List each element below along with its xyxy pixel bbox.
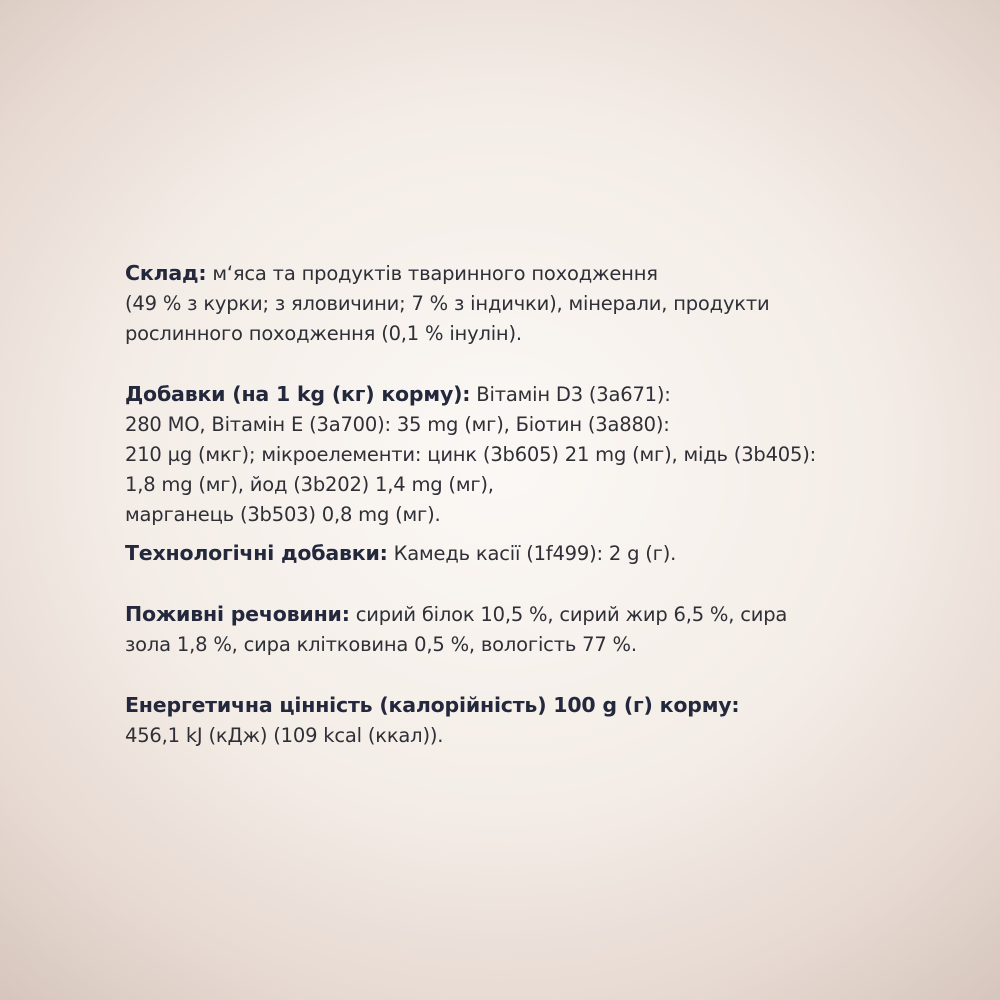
energy-line-2: 456,1 kJ (кДж) (109 kcal (ккал)). — [125, 724, 444, 747]
additives-line-2: 280 МО, Вітамін Е (3а700): 35 mg (мг), Біотин (3а880): — [125, 413, 670, 436]
nutrients-label: Поживні речовини: — [125, 602, 350, 626]
nutrients-line-2: зола 1,8 %, сира клітковина 0,5 %, вологість 77 %. — [125, 633, 637, 656]
tech-additives-paragraph — [125, 538, 925, 569]
additives-text-1: Вітамін D3 (3a671): — [470, 383, 671, 406]
additives-paragraph — [125, 379, 925, 530]
nutrients-text-1: сирий білок 10,5 %, сирий жир 6,5 %, сира — [349, 603, 788, 626]
additives-label: Добавки (на 1 kg (кг) корму): — [125, 382, 471, 406]
tech-additives-text-1: Камедь касії (1f499): 2 g (г). — [387, 542, 677, 565]
additives-line-3: 210 µg (мкг); мікроелементи: цинк (3b605) 21 mg (мг), мідь (3b405): — [125, 443, 816, 466]
composition-line-3: рослинного походження (0,1 % інулін). — [125, 322, 522, 345]
composition-paragraph — [125, 258, 925, 349]
label-text-block — [125, 258, 925, 751]
energy-label: Енергетична цінність (калорійність) 100 g (г) корму: — [125, 693, 740, 717]
additives-line-5: марганець (3b503) 0,8 mg (мг). — [125, 503, 441, 526]
composition-text-1: м‘яса та продуктів тваринного походження — [206, 262, 658, 285]
paragraph-spacer — [125, 569, 925, 599]
additives-line-1 — [125, 379, 925, 410]
paragraph-spacer — [125, 530, 925, 538]
tech-additives-line-1 — [125, 538, 925, 569]
energy-line-1 — [125, 690, 925, 721]
composition-label: Склад: — [125, 261, 207, 285]
paragraph-spacer — [125, 349, 925, 379]
paragraph-spacer — [125, 660, 925, 690]
energy-paragraph — [125, 690, 925, 751]
composition-line-1 — [125, 258, 925, 289]
additives-line-4: 1,8 mg (мг), йод (3b202) 1,4 mg (мг), — [125, 473, 494, 496]
nutrients-paragraph — [125, 599, 925, 660]
tech-additives-label: Технологічні добавки: — [125, 541, 388, 565]
nutrients-line-1 — [125, 599, 925, 630]
composition-line-2: (49 % з курки; з яловичини; 7 % з індички), мінерали, продукти — [125, 292, 770, 315]
